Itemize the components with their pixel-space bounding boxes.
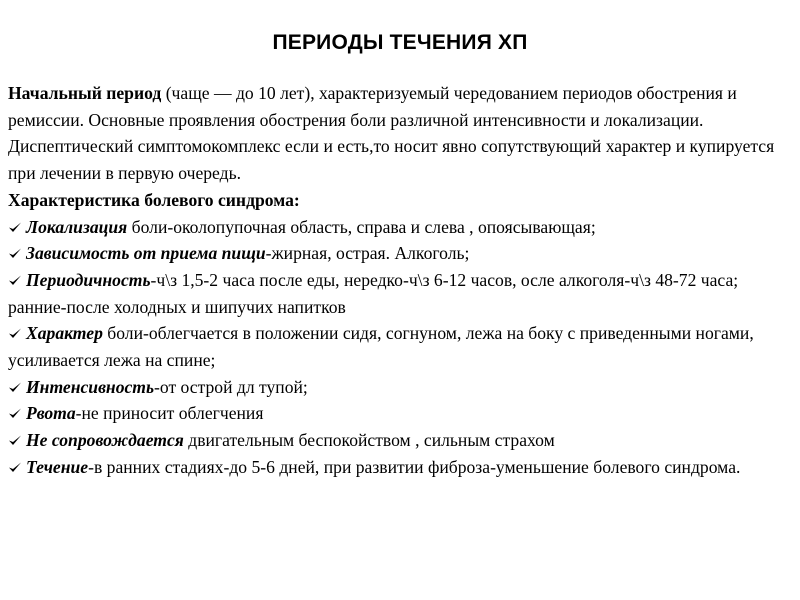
list-item-term: Не сопровождается — [26, 430, 184, 451]
arrow-checkmark-icon — [8, 246, 22, 260]
list-item-text: боли-облегчается в положении сидя, согнуном, лежа на боку с приведенными ногами, усиливается лежа на спине; — [8, 323, 754, 371]
list-item — [8, 320, 792, 373]
list-item-text: двигательным беспокойством , сильным страхом — [183, 430, 555, 451]
arrow-checkmark-icon — [8, 406, 22, 420]
list-item-text: -ч\з 1,5-2 часа после еды, нередко-ч\з 6-12 часов, осле алкоголя-ч\з 48-72 часа; ранние-после холодных и шипучих напитков — [8, 269, 739, 317]
arrow-checkmark-icon — [8, 326, 22, 340]
list-item-text: боли-околопупочная область, справа и слева , опоясывающая; — [127, 216, 596, 237]
slide-content — [8, 80, 792, 481]
list-item-term: Зависимость от приема пищи — [26, 243, 266, 264]
list-item-term: Периодичность — [26, 269, 151, 290]
list-item-term: Локализация — [26, 216, 128, 237]
intro-paragraph — [8, 80, 792, 187]
list-item — [8, 454, 792, 481]
list-item-text: -жирная, острая. Алкоголь; — [265, 243, 470, 264]
list-item — [8, 400, 792, 427]
arrow-checkmark-icon — [8, 273, 22, 287]
list-item — [8, 240, 792, 267]
list-item-text: -в ранних стадиях-до 5-6 дней, при развитии фиброза-уменьшение болевого синдрома. — [88, 456, 741, 477]
list-item-text: -от острой дл тупой; — [154, 376, 308, 397]
list-item-term: Течение — [26, 456, 89, 477]
list-item — [8, 267, 792, 320]
list-item-term: Интенсивность — [26, 376, 155, 397]
intro-lead: Начальный период — [8, 83, 162, 103]
list-item-term: Рвота — [26, 403, 76, 424]
arrow-checkmark-icon — [8, 220, 22, 234]
list-item — [8, 374, 792, 401]
arrow-checkmark-icon — [8, 460, 22, 474]
arrow-checkmark-icon — [8, 433, 22, 447]
list-item — [8, 214, 792, 241]
arrow-checkmark-icon — [8, 380, 22, 394]
list-item-term: Характер — [26, 323, 103, 344]
section-title: Характеристика болевого синдрома: — [8, 189, 300, 210]
intro-text: (чаще — до 10 лет), характеризуемый чередованием периодов обострения и ремиссии. Основные проявления обострения боли различной интенсивности и локализации. Диспептический симптомокомплекс если и есть,то носит явно сопутствующий характер и купируется при лечении в первую очередь. — [8, 83, 775, 184]
slide-title: ПЕРИОДЫ ТЕЧЕНИЯ ХП — [272, 31, 528, 54]
list-item-text: -не приносит облегчения — [75, 403, 264, 424]
pain-characteristics-list — [8, 214, 792, 481]
list-item — [8, 427, 792, 454]
